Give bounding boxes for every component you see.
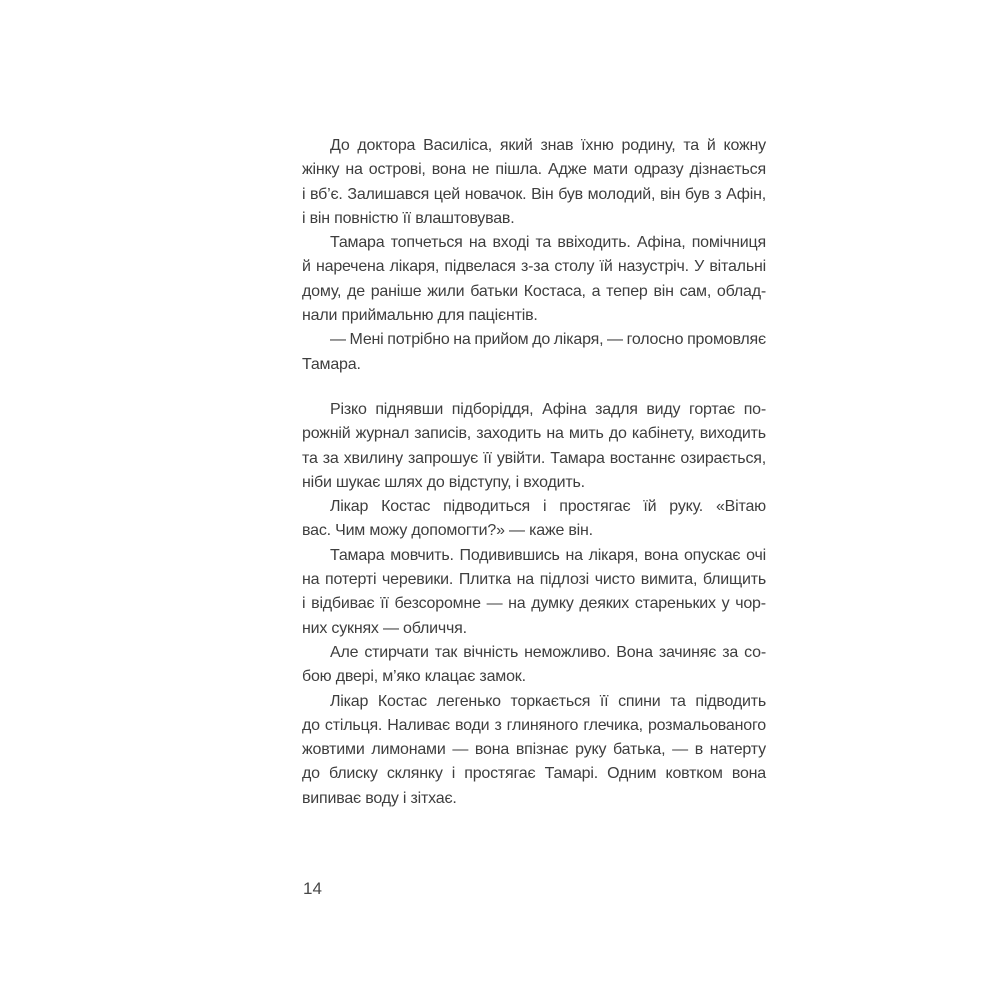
text-line: бою двері, м’яко клацає замок.: [302, 668, 526, 686]
text-line: них сукнях — обличчя.: [302, 619, 467, 637]
text-line: До доктора Василіса, який знав їхню родину, та й кожну: [330, 137, 766, 154]
text-line: Тамара мовчить. Подивившись на лікаря, вона опускає очі: [330, 546, 766, 564]
text-line: ніби шукає шлях до відступу, і входить.: [302, 473, 585, 491]
text-line: і відбиває її безсоромне — на думку деяких стареньких у чор-: [302, 595, 766, 613]
paragraph: [302, 328, 766, 377]
text-line: й наречена лікаря, підвелася з-за столу їй назустріч. У вітальні: [302, 258, 766, 276]
paragraph: [302, 690, 766, 811]
text-line: Але стирчати так вічність неможливо. Вона зачиняє за со-: [330, 643, 766, 661]
text-line: до стільця. Наливає води з глиняного глечика, розмальованого: [302, 716, 766, 734]
text-line: — Мені потрібно на прийом до лікаря, — голосно промовляє: [330, 331, 766, 349]
text-line: нали приймальню для пацієнтів.: [302, 307, 538, 325]
text-line: випиває воду і зітхає.: [302, 789, 457, 807]
paragraph: [302, 231, 766, 328]
paragraph: [302, 544, 766, 641]
paragraph: [302, 398, 766, 495]
paragraph: [302, 495, 766, 544]
paragraph: [302, 641, 766, 690]
text-line: вас. Чим можу допомогти?» — каже він.: [302, 522, 593, 540]
text-line: та за хвилину запрошує її увійти. Тамара востаннє озирається,: [302, 449, 766, 467]
text-line: і вб’є. Залишався цей новачок. Він був молодий, він був з Афін,: [302, 185, 766, 203]
text-line: Різко піднявши підборіддя, Афіна задля виду гортає по-: [330, 400, 766, 418]
text-line: жінку на острові, вона не пішла. Адже мати одразу дізнається: [302, 161, 766, 179]
text-line: до блиску склянку і простягає Тамарі. Одним ковтком вона: [302, 765, 766, 783]
text-line: рожній журнал записів, заходить на мить до кабінету, виходить: [302, 425, 766, 443]
text-line: Тамара.: [302, 355, 361, 373]
text-line: жовтими лимонами — вона впізнає руку батька, — в натерту: [302, 741, 766, 759]
page-number: 14: [303, 879, 322, 898]
paragraph: [302, 134, 766, 231]
text-line: Лікар Костас підводиться і простягає їй руку. «Вітаю: [330, 498, 766, 516]
text-line: на потерті черевики. Плитка на підлозі чисто вимита, блищить: [302, 571, 766, 589]
text-line: Тамара топчеться на вході та ввіходить. Афіна, помічниця: [330, 234, 766, 252]
text-line: дому, де раніше жили батьки Костаса, а тепер він сам, облад-: [302, 282, 766, 300]
text-line: Лікар Костас легенько торкається її спини та підводить: [330, 692, 766, 710]
text-line: і він повністю її влаштовував.: [302, 209, 515, 227]
page-text: [302, 134, 766, 811]
